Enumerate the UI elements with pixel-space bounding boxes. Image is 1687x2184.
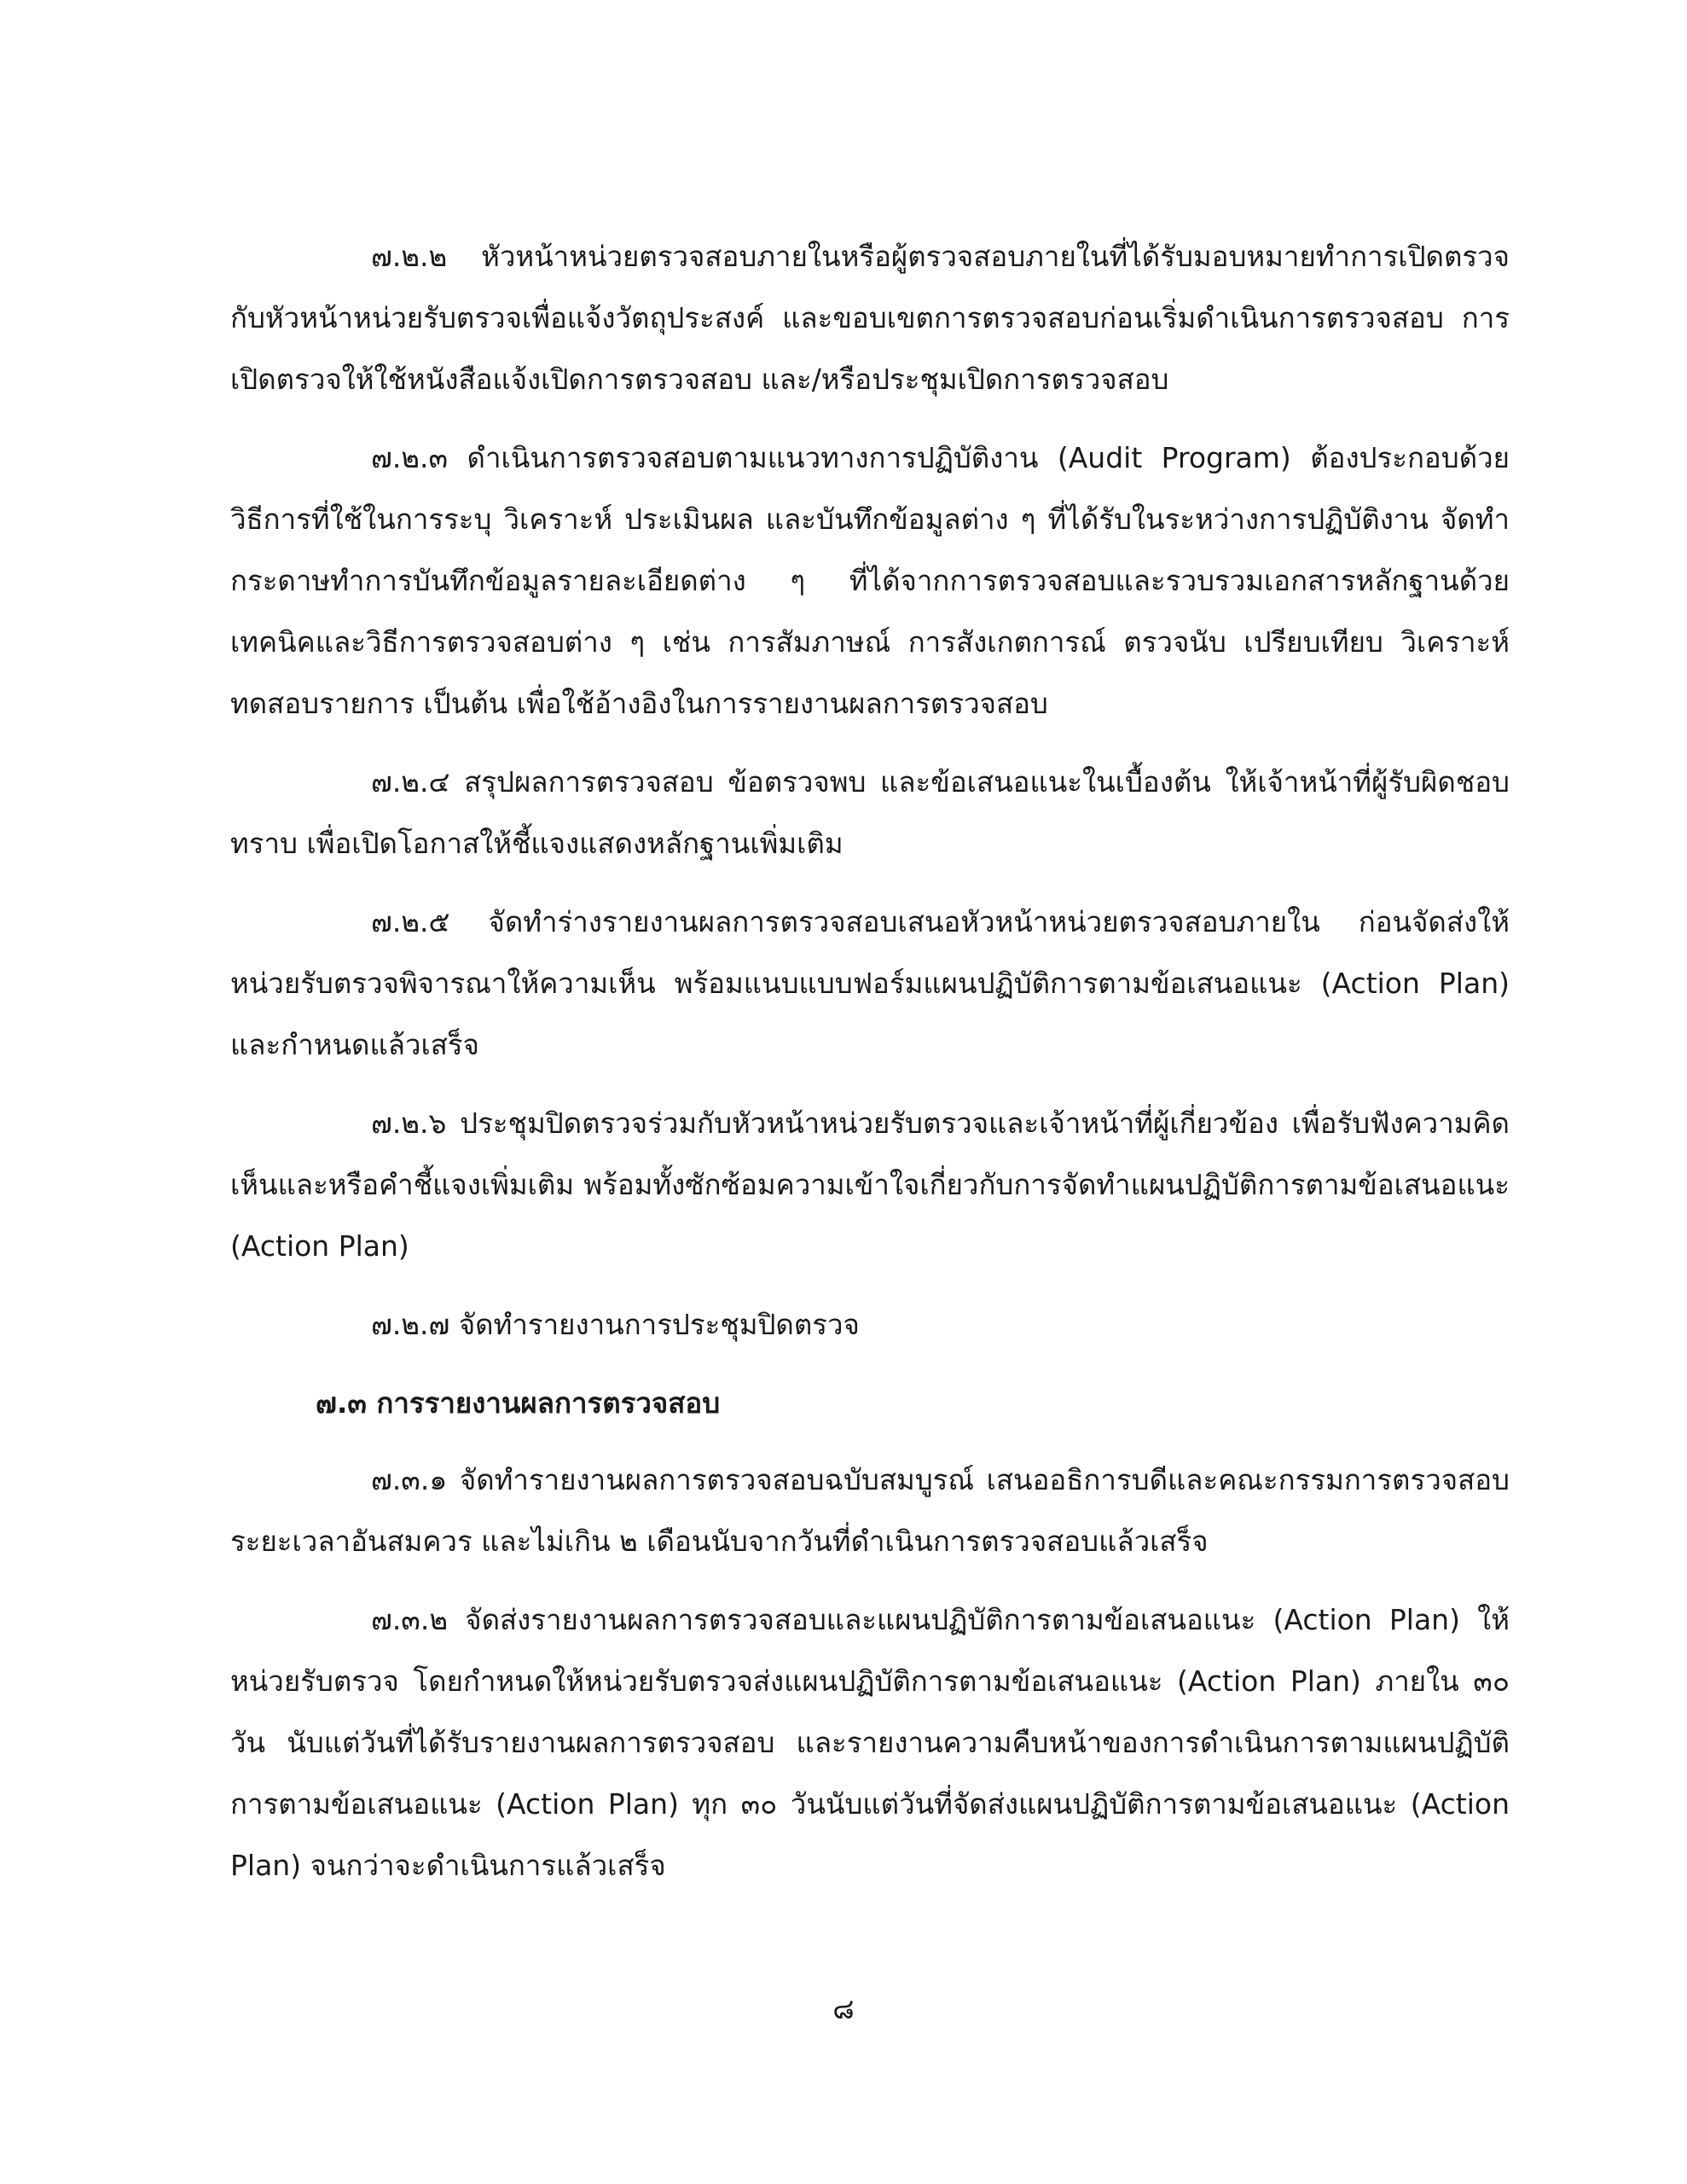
paragraph-7-2-2: ๗.๒.๒ หัวหน้าหน่วยตรวจสอบภายในหรือผู้ตรวจสอบภายในที่ได้รับมอบหมายทำการเปิดตรวจกับหัวหน้าหน่วยรับตรวจเพื่อแจ้งวัตถุประสงค์ และขอบเขตการตรวจสอบก่อนเริ่มดำเนินการตรวจสอบ การเปิดตรวจให้ใช้หนังสือแจ้งเปิดการตรวจสอบ และ/หรือประชุมเปิดการตรวจสอบ (230, 240, 1510, 396)
paragraph-7-2-4: ๗.๒.๔ สรุปผลการตรวจสอบ ข้อตรวจพบ และข้อเสนอแนะในเบื้องต้น ให้เจ้าหน้าที่ผู้รับผิดชอบทราบ เพื่อเปิดโอกาสให้ชี้แจงแสดงหลักฐานเพิ่มเติม (230, 765, 1510, 860)
paragraph-7-2-6: ๗.๒.๖ ประชุมปิดตรวจร่วมกับหัวหน้าหน่วยรับตรวจและเจ้าหน้าที่ผู้เกี่ยวข้อง เพื่อรับฟังความคิดเห็นและหรือคำชี้แจงเพิ่มเติม พร้อมทั้งซักซ้อมความเข้าใจเกี่ยวกับการจัดทำแผนปฏิบัติการตามข้อเสนอแนะ (Action Plan) (230, 1107, 1510, 1263)
paragraph-7-3-1: ๗.๓.๑ จัดทำรายงานผลการตรวจสอบฉบับสมบูรณ์ เสนออธิการบดีและคณะกรรมการตรวจสอบระยะเวลาอันสมควร และไม่เกิน ๒ เดือนนับจากวันที่ดำเนินการตรวจสอบแล้วเสร็จ (230, 1463, 1510, 1558)
paragraph-7-3-2: ๗.๓.๒ จัดส่งรายงานผลการตรวจสอบและแผนปฏิบัติการตามข้อเสนอแนะ (Action Plan) ให้หน่วยรับตรวจ โดยกำหนดให้หน่วยรับตรวจส่งแผนปฏิบัติการตามข้อเสนอแนะ (Action Plan) ภายใน ๓๐ วัน นับแต่วันที่ได้รับรายงานผลการตรวจสอบ และรายงานความคืบหน้าของการดำเนินการตามแผนปฏิบัติการตามข้อเสนอแนะ (Action Plan) ทุก ๓๐ วันนับแต่วันที่จัดส่งแผนปฏิบัติการตามข้อเสนอแนะ (Action Plan) จนกว่าจะดำเนินการแล้วเสร็จ (230, 1603, 1510, 1882)
paragraph-7-2-3: ๗.๒.๓ ดำเนินการตรวจสอบตามแนวทางการปฏิบัติงาน (Audit Program) ต้องประกอบด้วย วิธีการที่ใช้ในการระบุ วิเคราะห์ ประเมินผล และบันทึกข้อมูลต่าง ๆ ที่ได้รับในระหว่างการปฏิบัติงาน จัดทำกระดาษทำการบันทึกข้อมูลรายละเอียดต่าง ๆ ที่ได้จากการตรวจสอบและรวบรวมเอกสารหลักฐานด้วยเทคนิคและวิธีการตรวจสอบต่าง ๆ เช่น การสัมภาษณ์ การสังเกตการณ์ ตรวจนับ เปรียบเทียบ วิเคราะห์ ทดสอบรายการ เป็นต้น เพื่อใช้อ้างอิงในการรายงานผลการตรวจสอบ (230, 441, 1510, 720)
document-body (230, 226, 1510, 1914)
page-number: ๘ (832, 1992, 855, 2025)
section-heading-7-3: ๗.๓ การรายงานผลการตรวจสอบ (316, 1386, 721, 1420)
paragraph-7-2-5: ๗.๒.๕ จัดทำร่างรายงานผลการตรวจสอบเสนอหัวหน้าหน่วยตรวจสอบภายใน ก่อนจัดส่งให้หน่วยรับตรวจพิจารณาให้ความเห็น พร้อมแนบแบบฟอร์มแผนปฏิบัติการตามข้อเสนอแนะ (Action Plan) และกำหนดแล้วเสร็จ (230, 905, 1510, 1061)
paragraph-7-2-7: ๗.๒.๗ จัดทำรายงานการประชุมปิดตรวจ (371, 1308, 860, 1341)
